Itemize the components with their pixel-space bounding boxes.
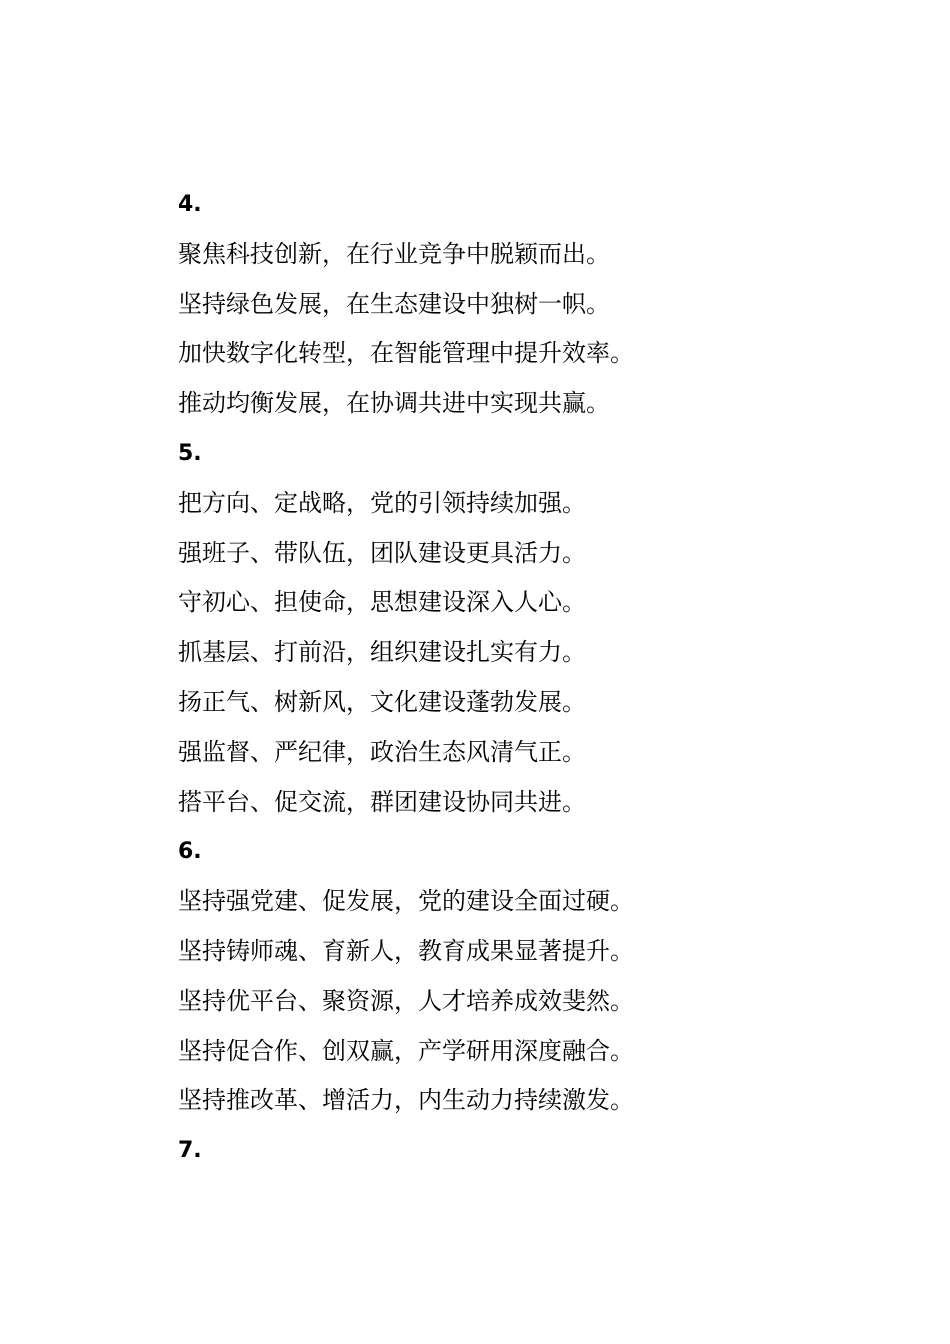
section-number: 5.	[178, 440, 202, 466]
list-item: 搭平台、促交流，群团建设协同共进。	[178, 787, 586, 816]
list-item: 推动均衡发展，在协调共进中实现共赢。	[178, 389, 610, 418]
list-item: 守初心、担使命，思想建设深入人心。	[178, 588, 586, 617]
list-item: 抓基层、打前沿，组织建设扎实有力。	[178, 638, 586, 667]
section-number: 7.	[178, 1138, 202, 1164]
list-item: 坚持优平台、聚资源，人才培养成效斐然。	[178, 986, 634, 1015]
list-item: 坚持促合作、创双赢，产学研用深度融合。	[178, 1036, 634, 1065]
list-item: 加快数字化转型，在智能管理中提升效率。	[178, 339, 634, 368]
list-item: 聚焦科技创新，在行业竞争中脱颖而出。	[178, 239, 610, 268]
list-item: 强班子、带队伍，团队建设更具活力。	[178, 538, 586, 567]
list-item: 坚持推改革、增活力，内生动力持续激发。	[178, 1086, 634, 1115]
list-item: 坚持绿色发展，在生态建设中独树一帜。	[178, 289, 610, 318]
section-number: 6.	[178, 839, 202, 865]
section-number: 4.	[178, 192, 202, 217]
document-page	[178, 180, 878, 1176]
list-item: 把方向、定战略，党的引领持续加强。	[178, 488, 586, 517]
list-item: 坚持铸师魂、育新人，教育成果显著提升。	[178, 936, 634, 965]
list-item: 扬正气、树新风，文化建设蓬勃发展。	[178, 687, 586, 716]
list-item: 坚持强党建、促发展，党的建设全面过硬。	[178, 887, 634, 916]
list-item: 强监督、严纪律，政治生态风清气正。	[178, 737, 586, 766]
